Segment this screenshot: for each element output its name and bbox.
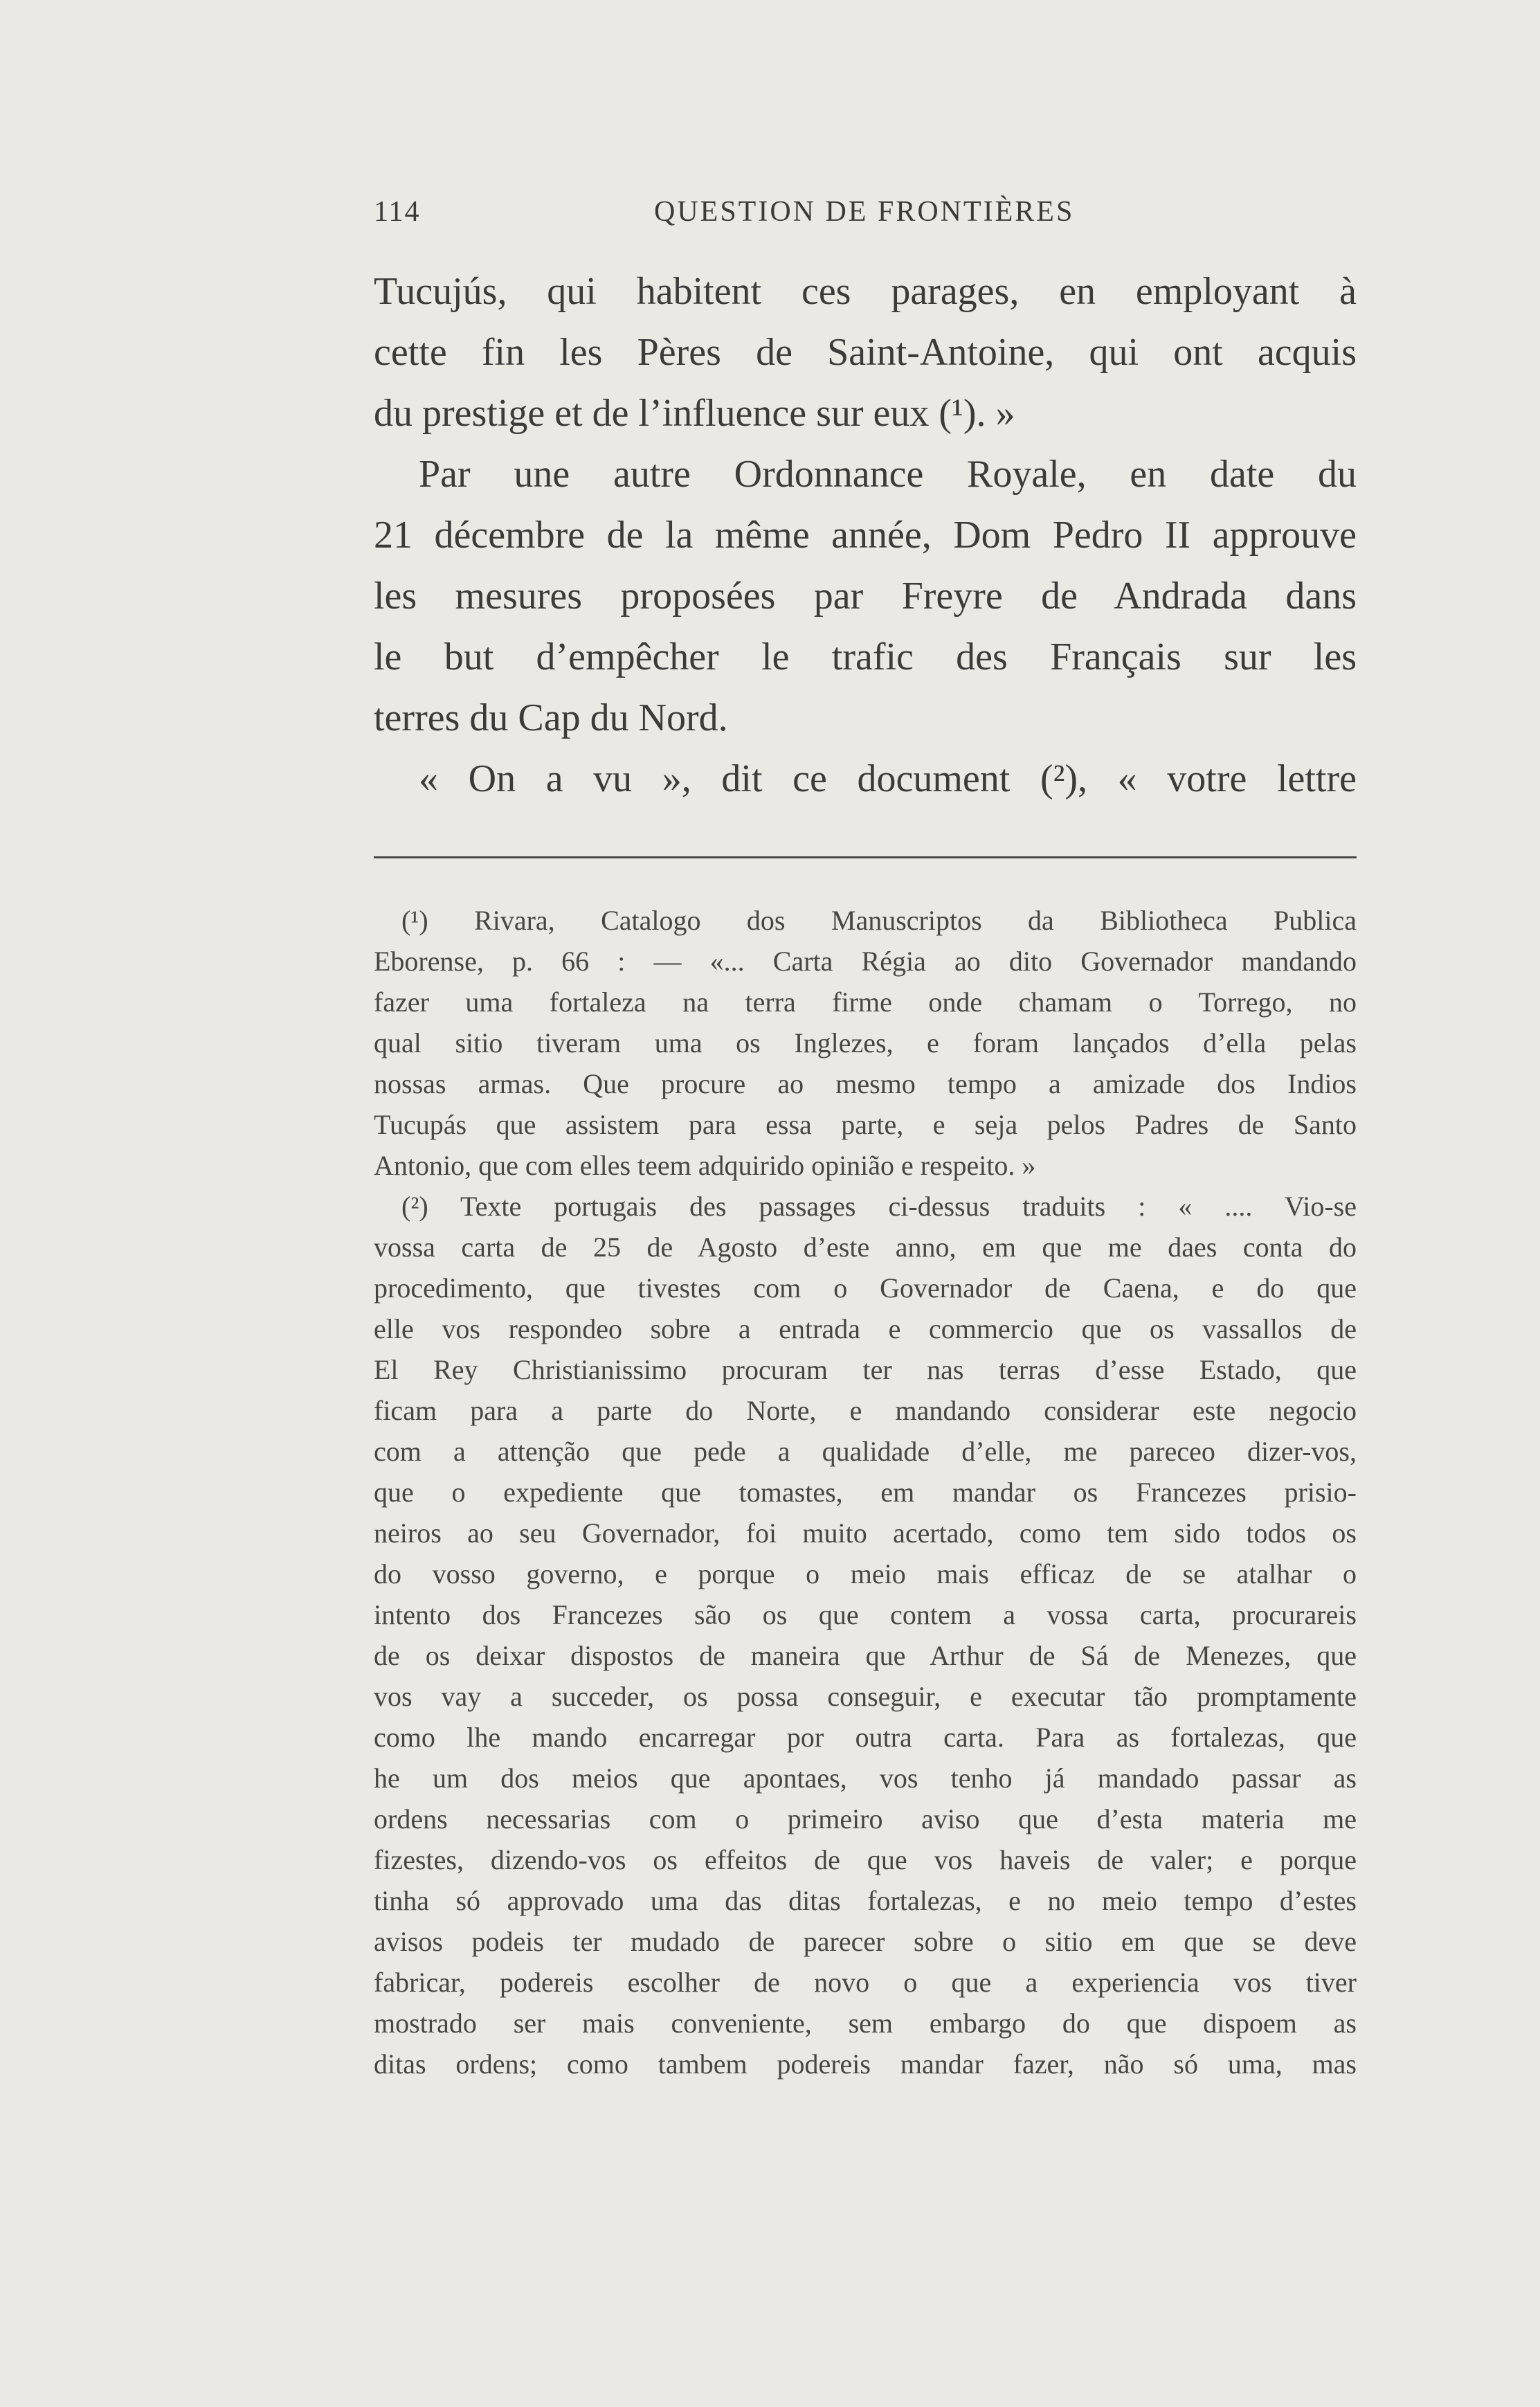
footnote-line: vossa carta de 25 de Agosto d’este anno, em que me daes conta do [374,1232,1357,1263]
page-header [374,195,1357,237]
text-line: cette fin les Pères de Saint-Antoine, qui ont acquis [374,331,1357,374]
text-line: les mesures proposées par Freyre de Andrada dans [374,575,1357,617]
footnote-line: he um dos meios que apontaes, vos tenho já mandado passar as [374,1763,1357,1794]
footnote-line: (¹) Rivara, Catalogo dos Manuscriptos da Bibliotheca Publica [401,905,1357,936]
text-line: du prestige et de l’influence sur eux (¹). » [374,392,1015,435]
footnote-line: intento dos Francezes são os que contem a vossa carta, procurareis [374,1599,1357,1630]
footnote-divider [374,856,1357,858]
footnote-line: como lhe mando encarregar por outra carta. Para as fortalezas, que [374,1722,1357,1753]
footnote-line: mostrado ser mais conveniente, sem embargo do que dispoem as [374,2008,1357,2039]
text-line: Par une autre Ordonnance Royale, en date du [419,453,1357,496]
footnote-line: do vosso governo, e porque o meio mais efficaz de se atalhar o [374,1558,1357,1589]
footnote-line: qual sitio tiveram uma os Inglezes, e foram lançados d’ella pelas [374,1027,1357,1058]
footnote-line: tinha só approvado uma das ditas fortalezas, e no meio tempo d’estes [374,1885,1357,1916]
footnote-line: (²) Texte portugais des passages ci-dessus traduits : « .... Vio-se [401,1191,1357,1222]
text-line: terres du Cap du Nord. [374,696,728,739]
footnote-line: Tucupás que assistem para essa parte, e seja pelos Padres de Santo [374,1109,1357,1140]
footnote-line: Antonio, que com elles teem adquirido opinião e respeito. » [374,1150,1036,1181]
footnote-line: que o expediente que tomastes, em mandar os Francezes prisio- [374,1477,1357,1508]
footnote-line: nossas armas. Que procure ao mesmo tempo a amizade dos Indios [374,1068,1357,1099]
footnote-line: elle vos respondeo sobre a entrada e commercio que os vassallos de [374,1313,1357,1344]
footnote-line: fabricar, podereis escolher de novo o que a experiencia vos tiver [374,1967,1357,1998]
footnote-line: ficam para a parte do Norte, e mandando considerar este negocio [374,1395,1357,1426]
footnote-line: procedimento, que tivestes com o Governador de Caena, e do que [374,1272,1357,1304]
running-title: QUESTION DE FRONTIÈRES [654,196,1075,228]
footnote-line: de os deixar dispostos de maneira que Arthur de Sá de Menezes, que [374,1640,1357,1671]
footnotes [374,900,1357,2084]
footnote-line: ditas ordens; como tambem podereis mandar fazer, não só uma, mas [374,2048,1357,2080]
page-number: 114 [374,196,421,228]
footnote-line: fazer uma fortaleza na terra firme onde chamam o Torrego, no [374,986,1357,1018]
footnote-line: avisos podeis ter mudado de parecer sobre o sitio em que se deve [374,1926,1357,1957]
footnote-line: fizestes, dizendo-vos os effeitos de que vos haveis de valer; e porque [374,1844,1357,1875]
footnote-line: El Rey Christianissimo procuram ter nas terras d’esse Estado, que [374,1354,1357,1385]
footnote-line: vos vay a succeder, os possa conseguir, e executar tão promptamente [374,1681,1357,1712]
footnote-line: neiros ao seu Governador, foi muito acertado, como tem sido todos os [374,1517,1357,1549]
text-line: « On a vu », dit ce document (²), « votre lettre [419,757,1357,800]
text-line: Tucujús, qui habitent ces parages, en employant à [374,270,1357,313]
text-line: 21 décembre de la même année, Dom Pedro II approuve [374,514,1357,557]
text-line: le but d’empêcher le trafic des Français sur les [374,635,1357,678]
main-text [374,261,1357,809]
footnote-line: com a attenção que pede a qualidade d’elle, me pareceo dizer-vos, [374,1436,1357,1467]
footnote-line: Eborense, p. 66 : — «... Carta Régia ao dito Governador mandando [374,946,1357,977]
footnote-line: ordens necessarias com o primeiro aviso que d’esta materia me [374,1803,1357,1834]
